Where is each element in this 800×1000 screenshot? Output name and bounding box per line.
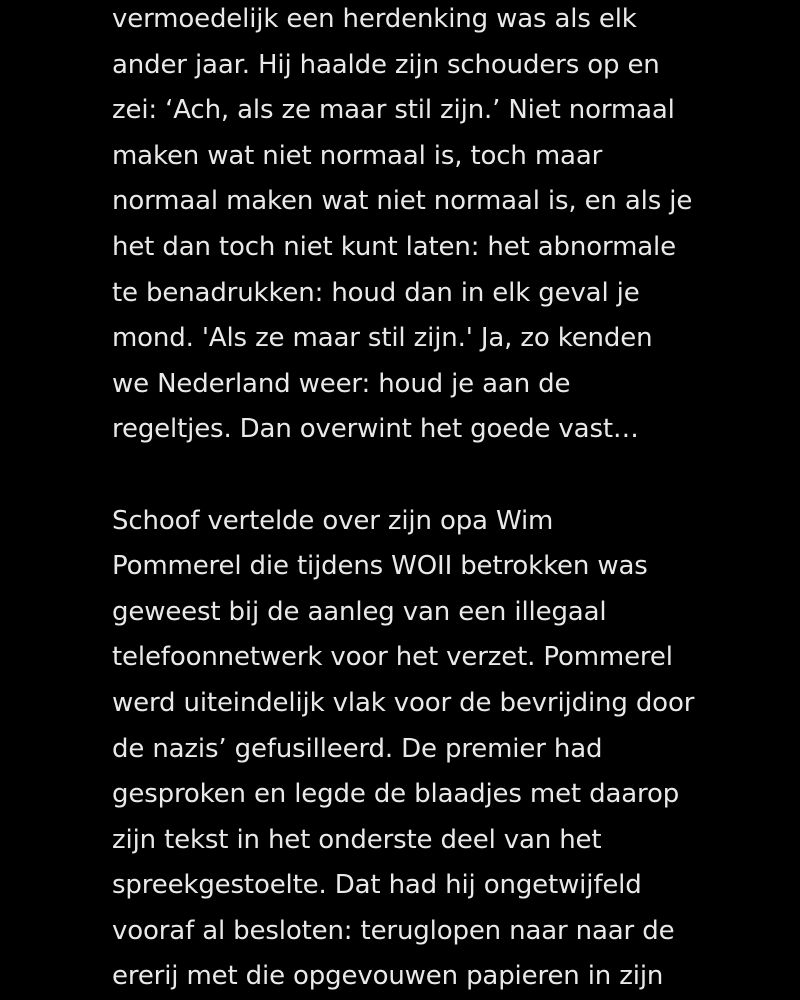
text-line: we Nederland weer: houd je aan de <box>112 368 571 399</box>
text-line: zei: ‘Ach, als ze maar stil zijn.’ Niet normaal <box>112 95 675 126</box>
text-line: werd uiteindelijk vlak voor de bevrijding door <box>112 687 695 718</box>
text-line: het dan toch niet kunt laten: het abnormale <box>112 231 676 262</box>
paragraph-2 <box>112 499 792 1000</box>
text-line: vooraf al besloten: teruglopen naar naar de <box>112 915 675 946</box>
text-line: Schoof vertelde over zijn opa Wim <box>112 505 554 536</box>
text-line: mond. 'Als ze maar stil zijn.' Ja, zo kenden <box>112 323 653 354</box>
text-line: ander jaar. Hij haalde zijn schouders op en <box>112 49 660 80</box>
text-line: maken wat niet normaal is, toch maar <box>112 140 603 171</box>
text-line: regeltjes. Dan overwint het goede vast… <box>112 414 639 445</box>
text-line: vermoedelijk een herdenking was als elk <box>112 4 637 34</box>
text-line: Pommerel die tijdens WOII betrokken was <box>112 551 648 582</box>
article-text <box>112 0 792 1000</box>
text-line: normaal maken wat niet normaal is, en als je <box>112 186 693 217</box>
text-line: spreekgestoelte. Dat had hij ongetwijfeld <box>112 870 642 901</box>
text-line: telefoonnetwerk voor het verzet. Pommerel <box>112 642 673 673</box>
paragraph-1 <box>112 0 792 453</box>
text-line: ererij met die opgevouwen papieren in zijn <box>112 961 664 992</box>
paragraph-gap <box>112 453 792 499</box>
text-line: de nazis’ gefusilleerd. De premier had <box>112 733 603 764</box>
text-line: zijn tekst in het onderste deel van het <box>112 824 602 855</box>
text-line: gesproken en legde de blaadjes met daarop <box>112 779 680 810</box>
text-line: geweest bij de aanleg van een illegaal <box>112 596 607 627</box>
text-line: te benadrukken: houd dan in elk geval je <box>112 277 640 308</box>
